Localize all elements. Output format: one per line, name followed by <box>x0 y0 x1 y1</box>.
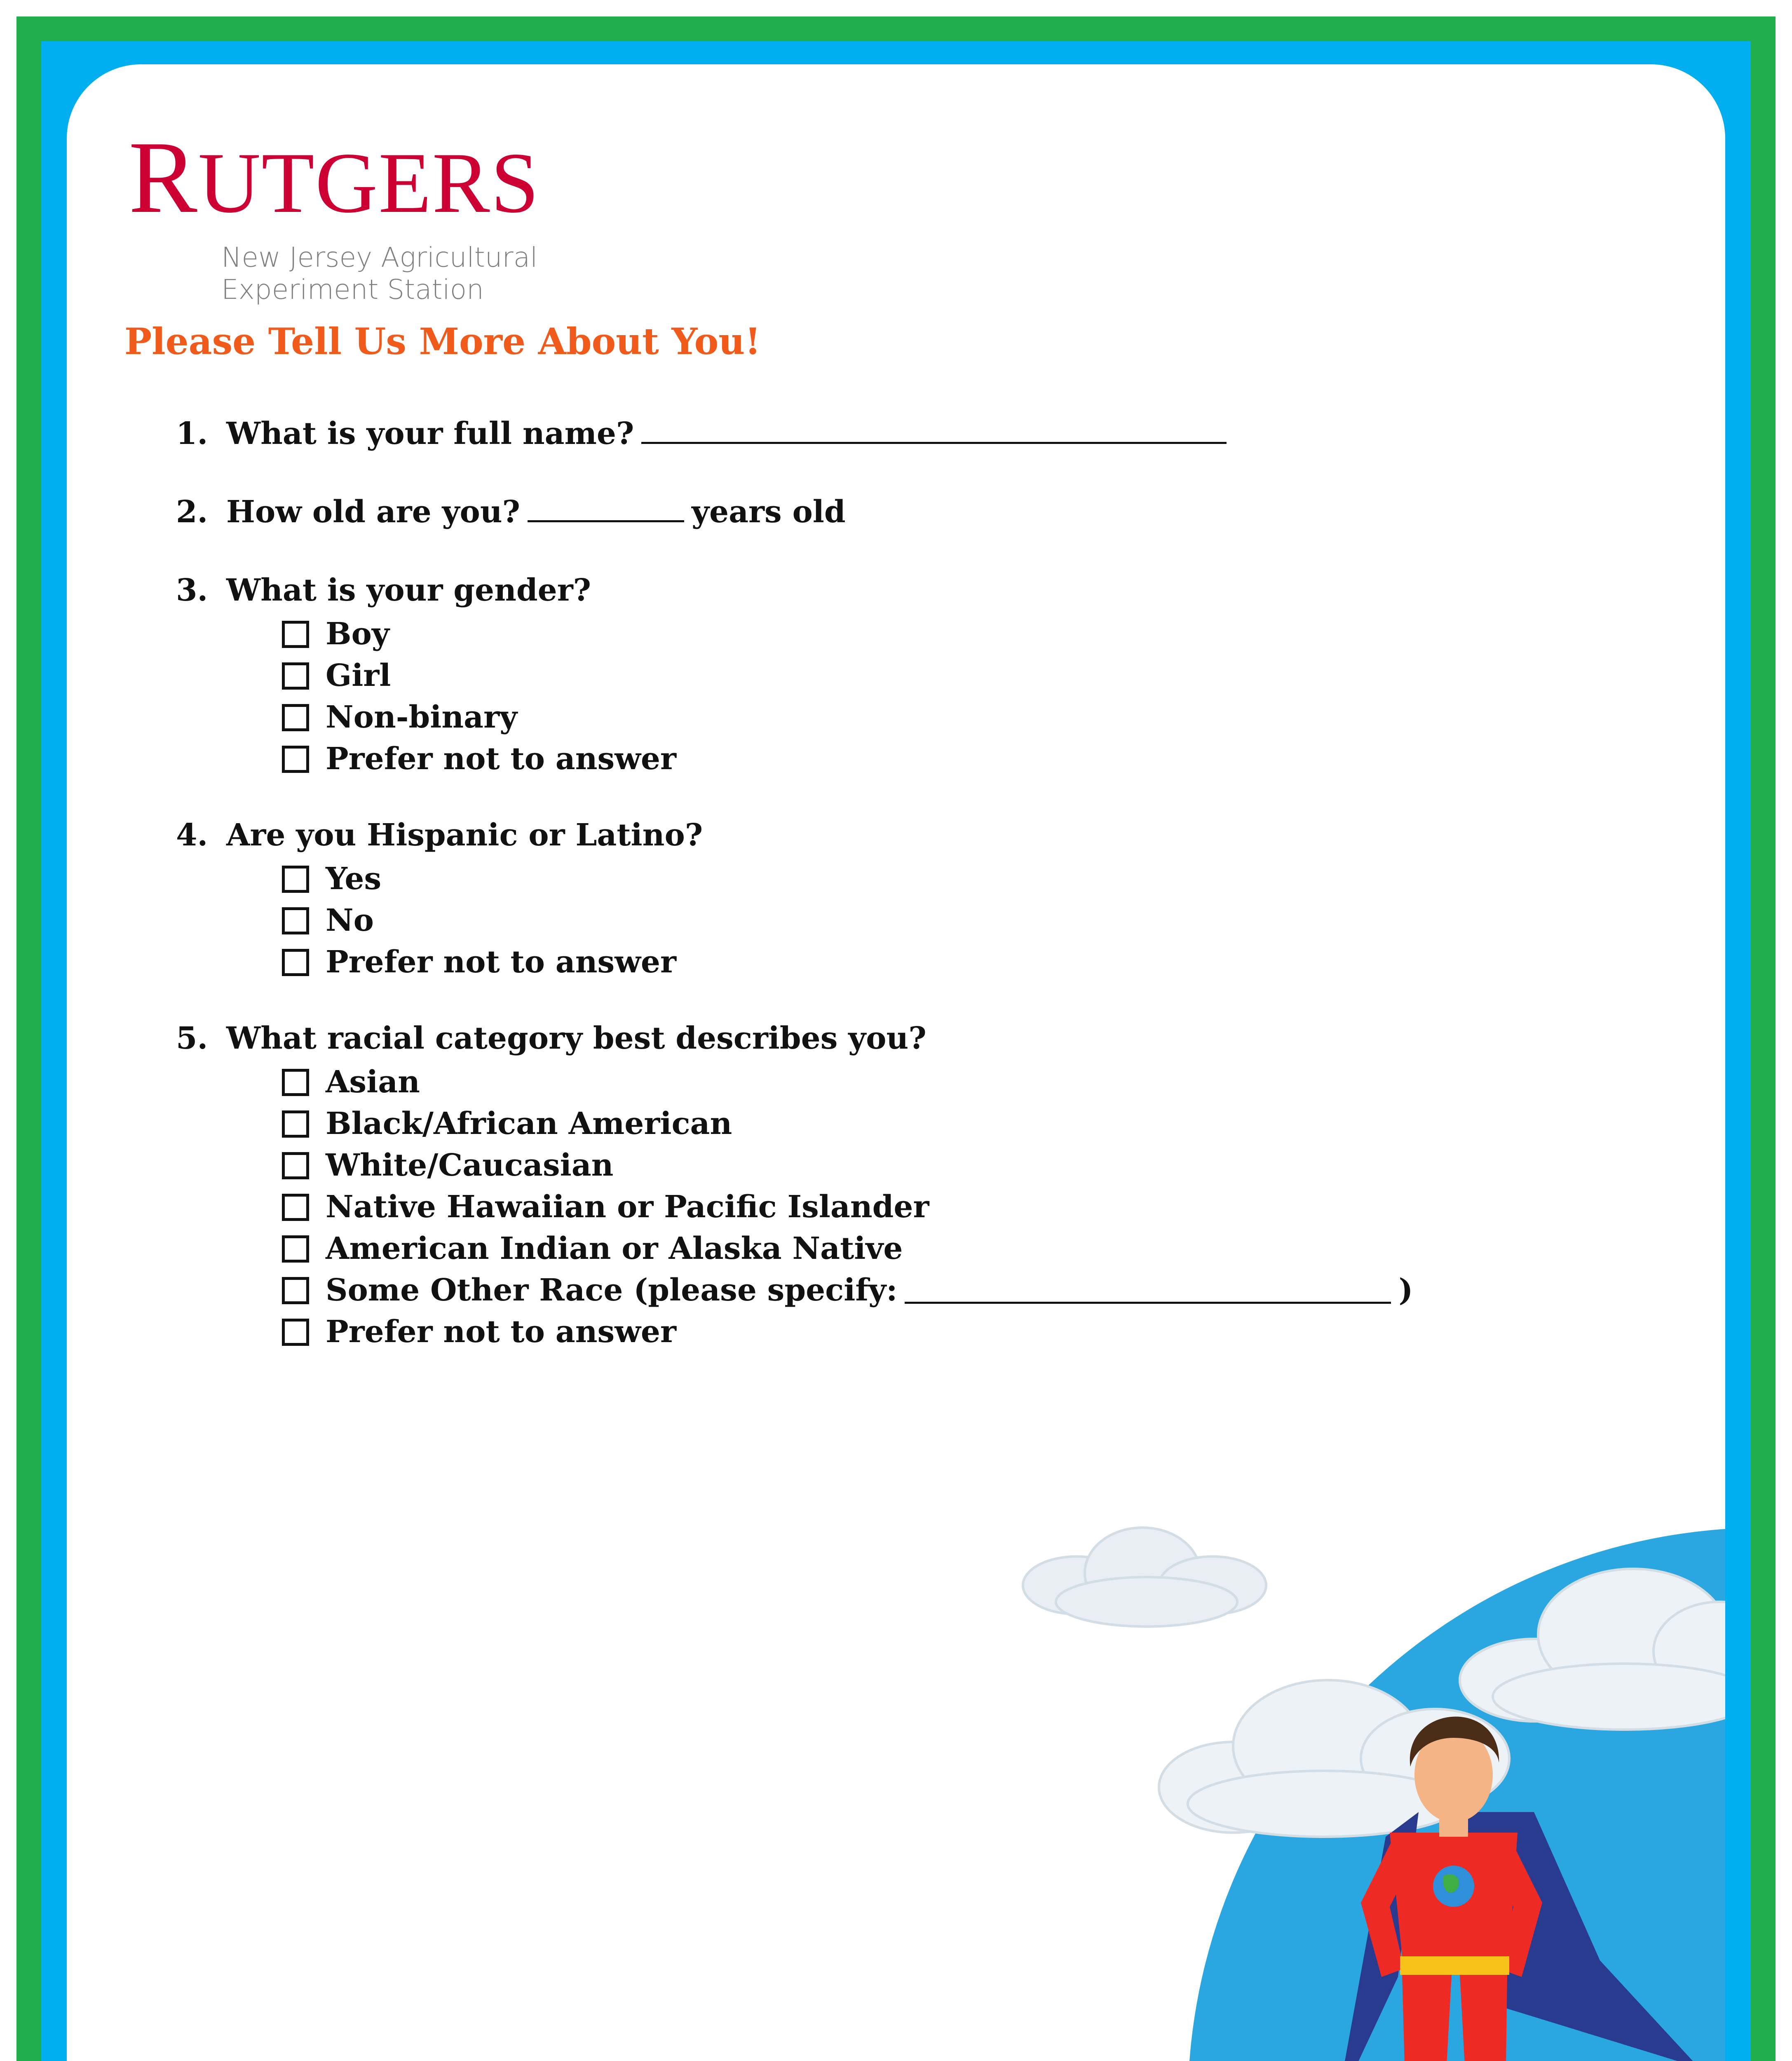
full-name-field[interactable] <box>641 417 1227 444</box>
checkbox[interactable] <box>282 907 309 934</box>
option-some-other-race[interactable] <box>282 1270 1413 1311</box>
option-prefer-not-hispanic[interactable] <box>282 941 1413 983</box>
checkbox[interactable] <box>282 1194 309 1221</box>
checkbox[interactable] <box>282 1110 309 1138</box>
option-label: Native Hawaiian or Pacific Islander <box>326 1189 929 1225</box>
age-field[interactable] <box>528 495 684 522</box>
logo-wordmark-rest: UTGERS <box>198 135 540 231</box>
option-label: Yes <box>326 861 382 897</box>
option-label: Prefer not to answer <box>326 741 676 777</box>
option-prefer-not-gender[interactable] <box>282 738 1413 780</box>
question-number: 4. <box>176 817 208 853</box>
question-2 <box>176 489 1413 535</box>
option-american-indian[interactable] <box>282 1228 1413 1270</box>
checkbox[interactable] <box>282 866 309 893</box>
other-race-field[interactable] <box>905 1277 1391 1304</box>
checkbox[interactable] <box>282 621 309 648</box>
question-number: 3. <box>176 573 208 608</box>
option-label: Some Other Race (please specify: <box>326 1272 898 1308</box>
option-label: Boy <box>326 616 389 652</box>
page-title: Please Tell Us More About You! <box>124 320 761 363</box>
option-label: Prefer not to answer <box>326 1314 676 1350</box>
logo-subtitle <box>221 242 539 306</box>
option-white-caucasian[interactable] <box>282 1145 1413 1186</box>
checkbox[interactable] <box>282 1235 309 1263</box>
option-label: White/Caucasian <box>326 1148 614 1183</box>
logo-subtitle-line1: New Jersey Agricultural <box>221 242 538 273</box>
checkbox[interactable] <box>282 662 309 690</box>
option-non-binary[interactable] <box>282 697 1413 738</box>
question-text: What racial category best describes you? <box>226 1021 926 1056</box>
option-label: No <box>326 903 374 938</box>
option-label: Black/African American <box>326 1106 732 1141</box>
cloud-icon <box>1023 1528 1266 1627</box>
question-suffix: years old <box>692 494 846 530</box>
option-native-hawaiian[interactable] <box>282 1186 1413 1228</box>
option-prefer-not-race[interactable] <box>282 1311 1413 1353</box>
closing-paren: ) <box>1398 1272 1413 1308</box>
survey-questions <box>176 411 1413 1385</box>
option-label: American Indian or Alaska Native <box>326 1231 903 1266</box>
question-4 <box>176 812 1413 983</box>
question-1 <box>176 411 1413 457</box>
option-label: Non-binary <box>326 700 518 735</box>
checkbox[interactable] <box>282 1152 309 1179</box>
logo-initial: R <box>129 120 198 235</box>
option-label: Prefer not to answer <box>326 944 676 980</box>
option-boy[interactable] <box>282 613 1413 655</box>
checkbox[interactable] <box>282 704 309 731</box>
option-yes[interactable] <box>282 858 1413 900</box>
checkbox[interactable] <box>282 746 309 773</box>
question-5 <box>176 1015 1413 1353</box>
option-girl[interactable] <box>282 655 1413 697</box>
question-number: 2. <box>176 494 208 530</box>
option-no[interactable] <box>282 900 1413 941</box>
question-3 <box>176 567 1413 780</box>
worksheet-page <box>67 64 1725 2061</box>
option-black-african-american[interactable] <box>282 1103 1413 1145</box>
checkbox[interactable] <box>282 949 309 976</box>
question-text: How old are you? <box>226 494 521 530</box>
checkbox[interactable] <box>282 1069 309 1096</box>
question-text: What is your full name? <box>226 416 634 451</box>
logo-wordmark <box>129 120 540 235</box>
question-text: Are you Hispanic or Latino? <box>226 817 703 853</box>
checkbox[interactable] <box>282 1319 309 1346</box>
option-asian[interactable] <box>282 1061 1413 1103</box>
logo-subtitle-line2: Experiment Station <box>221 273 484 305</box>
option-label: Asian <box>326 1064 420 1100</box>
option-label: Girl <box>326 658 391 693</box>
checkbox[interactable] <box>282 1277 309 1304</box>
rutgers-logo <box>129 120 540 306</box>
question-number: 5. <box>176 1021 208 1056</box>
question-text: What is your gender? <box>226 573 591 608</box>
question-number: 1. <box>176 416 208 451</box>
